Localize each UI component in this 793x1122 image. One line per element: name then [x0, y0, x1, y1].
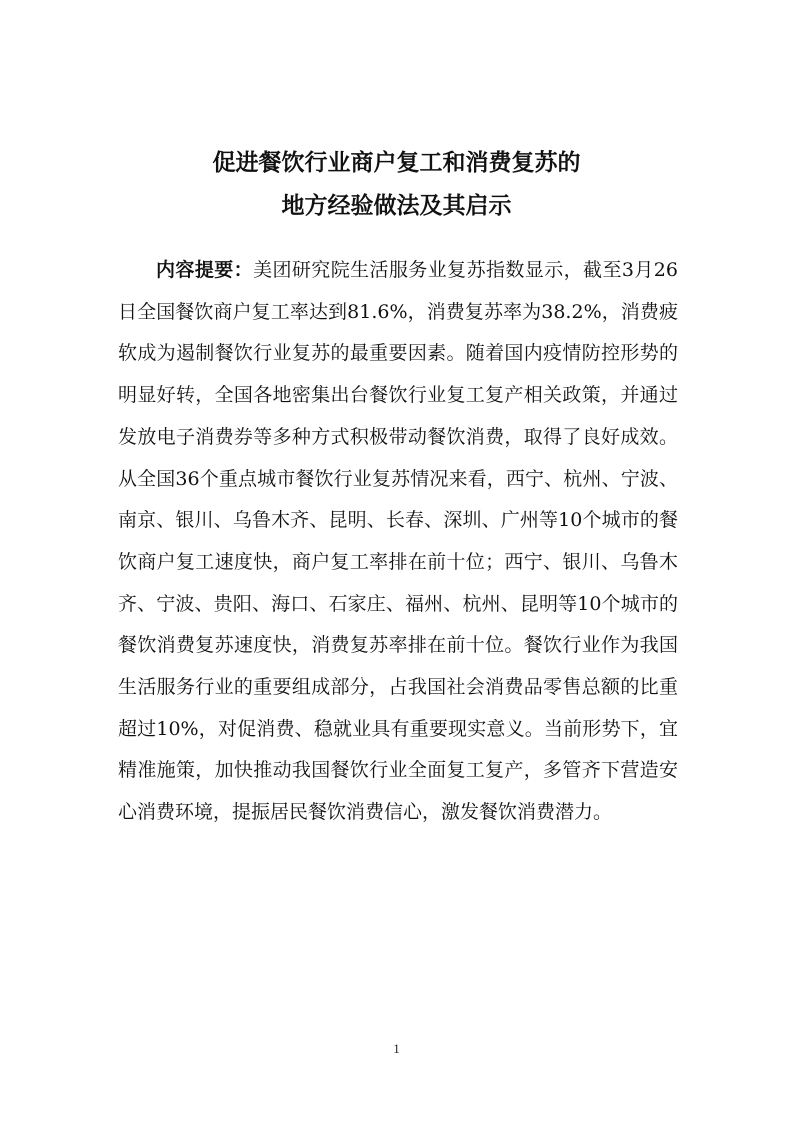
page-number: 1: [393, 1041, 400, 1056]
summary-text: 美团研究院生活服务业复苏指数显示，截至3月26日全国餐饮商户复工率达到81.6%，消费复苏率为38.2%，消费疲软成为遏制餐饮行业复苏的最重要因素。随着国内疫情防控形势的明显好转，全国各地密集出台餐饮行业复工复产相关政策，并通过发放电子消费券等多种方式积极带动餐饮消费，取得了良好成效。从全国36个重点城市餐饮行业复苏情况来看，西宁、杭州、宁波、南京、银川、乌鲁木齐、昆明、长春、深圳、广州等10个城市的餐饮商户复工速度快，商户复工率排在前十位；西宁、银川、乌鲁木齐、宁波、贵阳、海口、石家庄、福州、杭州、昆明等10个城市的餐饮消费复苏速度快，消费复苏率排在前十位。餐饮行业作为我国生活服务行业的重要组成部分，占我国社会消费品零售总额的比重超过10%，对促消费、稳就业具有重要现实意义。当前形势下，宜精准施策，加快推动我国餐饮行业全面复工复产，多管齐下营造安心消费环境，提振居民餐饮消费信心，激发餐饮消费潜力。: [118, 259, 678, 824]
summary-paragraph: [118, 250, 678, 834]
summary-label: 内容提要：: [156, 259, 254, 281]
document-title-line-2: 地方经验做法及其启示: [281, 193, 512, 219]
document-title-line-1: 促进餐饮行业商户复工和消费复苏的: [212, 150, 581, 176]
